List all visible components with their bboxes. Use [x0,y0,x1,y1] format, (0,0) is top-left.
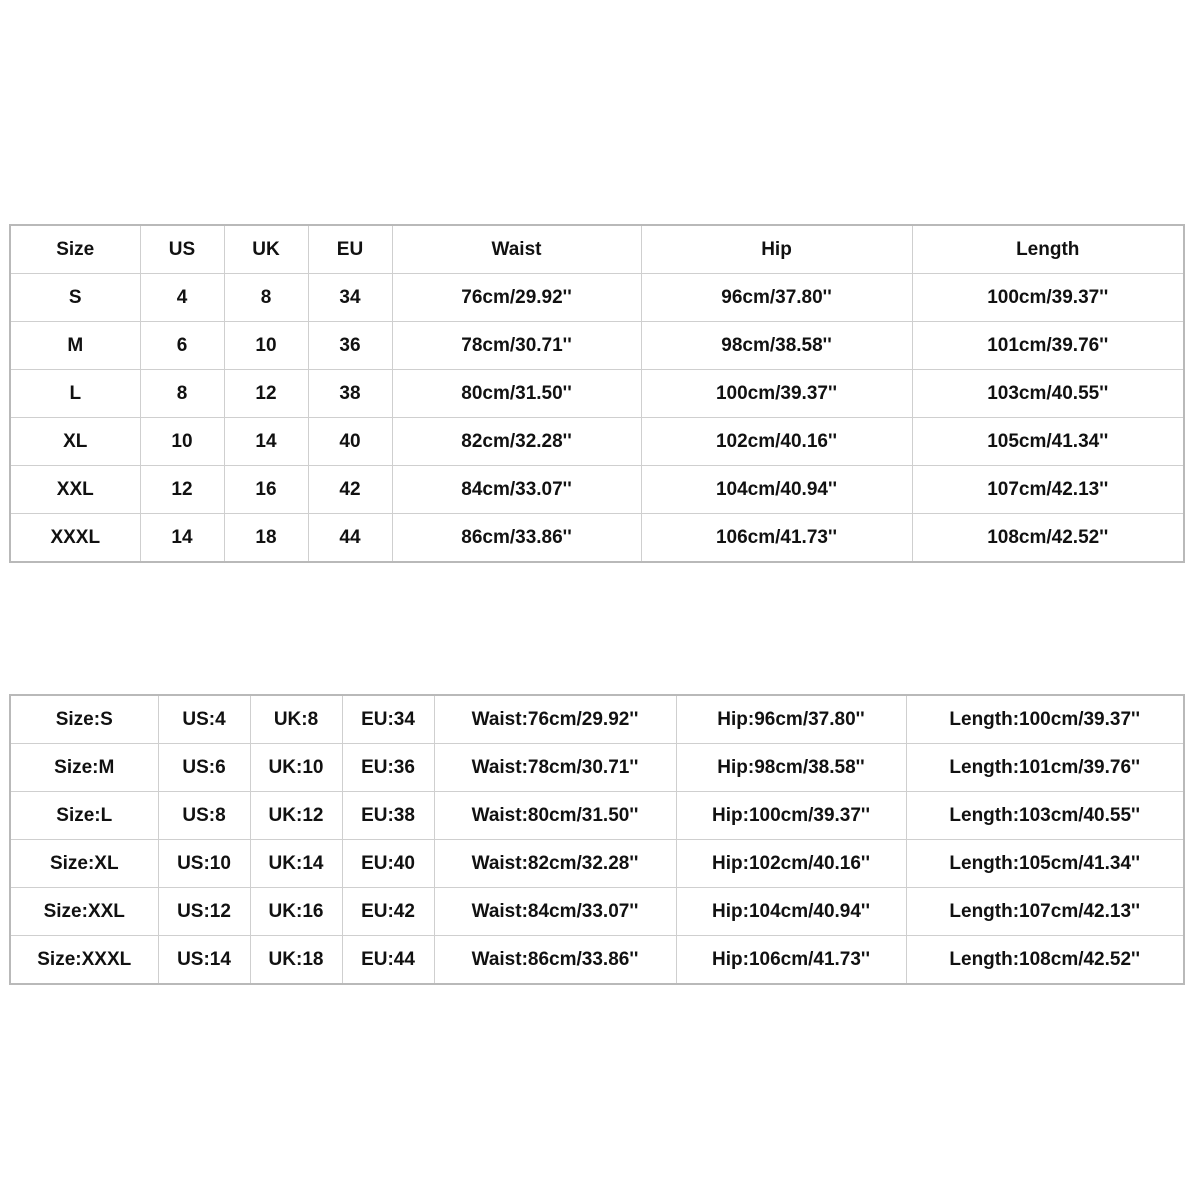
table-cell: 104cm/40.94'' [641,466,912,514]
table-cell: Length:101cm/39.76'' [906,744,1184,792]
table-cell: US:14 [158,936,250,985]
table-cell: 82cm/32.28'' [392,418,641,466]
table-cell: Length:107cm/42.13'' [906,888,1184,936]
table-cell: US:8 [158,792,250,840]
table-row [10,370,1184,418]
table-cell: EU:34 [342,695,434,744]
table-cell: Hip:98cm/38.58'' [676,744,906,792]
table-cell: Waist:80cm/31.50'' [434,792,676,840]
table-cell: US:4 [158,695,250,744]
table-cell: L [10,370,140,418]
table-cell: 8 [224,274,308,322]
table-cell: 101cm/39.76'' [912,322,1184,370]
table-row [10,274,1184,322]
table-cell: Size:XL [10,840,158,888]
table-cell: Length:103cm/40.55'' [906,792,1184,840]
table-cell: 36 [308,322,392,370]
table-cell: UK:12 [250,792,342,840]
table-cell: 12 [140,466,224,514]
table-row [10,840,1184,888]
table-cell: 42 [308,466,392,514]
table-cell: 44 [308,514,392,563]
table-cell: Hip:104cm/40.94'' [676,888,906,936]
table-cell: 76cm/29.92'' [392,274,641,322]
table-cell: 96cm/37.80'' [641,274,912,322]
table-cell: Waist:78cm/30.71'' [434,744,676,792]
size-chart-table [9,224,1185,563]
table-cell: 10 [140,418,224,466]
table-cell: UK:18 [250,936,342,985]
table-cell: Hip:106cm/41.73'' [676,936,906,985]
table-cell: 4 [140,274,224,322]
table-cell: 40 [308,418,392,466]
table-cell: Size:S [10,695,158,744]
table-cell: Waist:76cm/29.92'' [434,695,676,744]
table-cell: UK:14 [250,840,342,888]
table-cell: XL [10,418,140,466]
table-cell: UK:8 [250,695,342,744]
table-cell: 100cm/39.37'' [912,274,1184,322]
table-cell: XXL [10,466,140,514]
header-length: Length [912,225,1184,274]
table-header-row [10,225,1184,274]
table-row [10,888,1184,936]
header-waist: Waist [392,225,641,274]
table-cell: Waist:84cm/33.07'' [434,888,676,936]
table-cell: UK:10 [250,744,342,792]
table-row [10,418,1184,466]
table-cell: 38 [308,370,392,418]
table-cell: Length:100cm/39.37'' [906,695,1184,744]
header-hip: Hip [641,225,912,274]
table-row [10,695,1184,744]
table-row [10,514,1184,563]
size-chart-labeled-table [9,694,1185,985]
header-uk: UK [224,225,308,274]
table-cell: 100cm/39.37'' [641,370,912,418]
table-cell: Waist:86cm/33.86'' [434,936,676,985]
table-cell: Size:M [10,744,158,792]
table-cell: 6 [140,322,224,370]
table-cell: XXXL [10,514,140,563]
header-size: Size [10,225,140,274]
table-row [10,744,1184,792]
table-cell: Size:L [10,792,158,840]
table-cell: S [10,274,140,322]
table-cell: Hip:100cm/39.37'' [676,792,906,840]
table-cell: 84cm/33.07'' [392,466,641,514]
table-cell: US:12 [158,888,250,936]
table-cell: EU:38 [342,792,434,840]
table-cell: 34 [308,274,392,322]
table-cell: 86cm/33.86'' [392,514,641,563]
table-cell: 102cm/40.16'' [641,418,912,466]
table-cell: 8 [140,370,224,418]
table-cell: US:6 [158,744,250,792]
table-cell: 12 [224,370,308,418]
table-cell: 98cm/38.58'' [641,322,912,370]
table-cell: 80cm/31.50'' [392,370,641,418]
table-cell: Size:XXXL [10,936,158,985]
table-row [10,322,1184,370]
header-eu: EU [308,225,392,274]
table-cell: Size:XXL [10,888,158,936]
table-cell: UK:16 [250,888,342,936]
table-cell: 14 [224,418,308,466]
table-row [10,936,1184,985]
table-cell: Hip:96cm/37.80'' [676,695,906,744]
table-row [10,466,1184,514]
table-cell: 78cm/30.71'' [392,322,641,370]
table-cell: 14 [140,514,224,563]
table-row [10,792,1184,840]
table-cell: Length:108cm/42.52'' [906,936,1184,985]
table-cell: 16 [224,466,308,514]
table-cell: EU:36 [342,744,434,792]
table-cell: Waist:82cm/32.28'' [434,840,676,888]
table-cell: 103cm/40.55'' [912,370,1184,418]
table-cell: 18 [224,514,308,563]
table-cell: EU:42 [342,888,434,936]
table-cell: EU:40 [342,840,434,888]
table-cell: 106cm/41.73'' [641,514,912,563]
table-cell: M [10,322,140,370]
table-cell: 108cm/42.52'' [912,514,1184,563]
table-cell: 105cm/41.34'' [912,418,1184,466]
table-cell: 10 [224,322,308,370]
table-cell: Length:105cm/41.34'' [906,840,1184,888]
table-cell: 107cm/42.13'' [912,466,1184,514]
table-cell: EU:44 [342,936,434,985]
table-cell: US:10 [158,840,250,888]
table-cell: Hip:102cm/40.16'' [676,840,906,888]
header-us: US [140,225,224,274]
